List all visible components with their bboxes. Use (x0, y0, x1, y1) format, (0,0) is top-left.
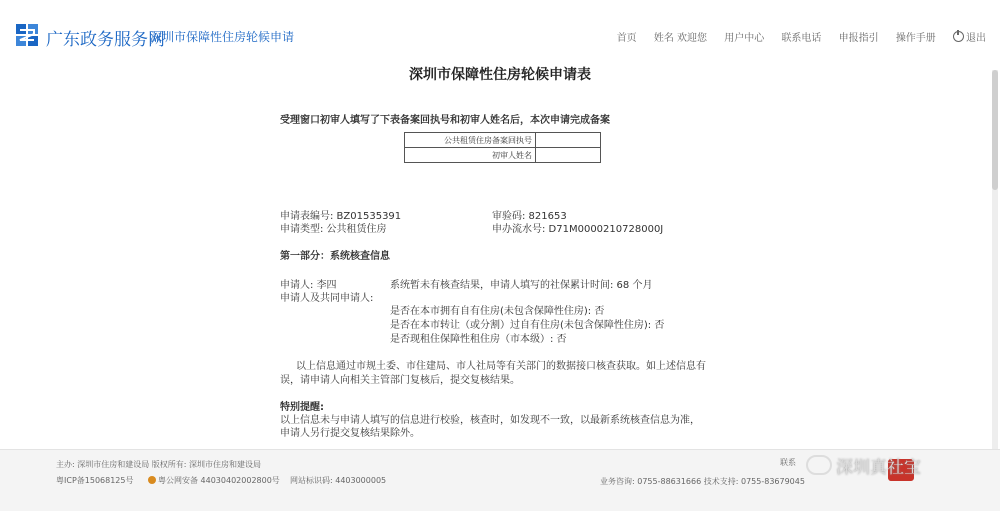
table-row (405, 148, 601, 163)
serial-number: 申办流水号: D71M0000210728000J (492, 224, 664, 235)
info-paragraph-line2: 误，请申请人向相关主管部门复核后，提交复核结果。 (280, 375, 520, 386)
receipt-no-value (536, 133, 601, 148)
filing-notice: 受理窗口初审人填写了下表备案回执号和初审人姓名后，本次申请完成备案 (280, 115, 610, 126)
special-reminder-line2: 申请人另行提交复核结果除外。 (280, 428, 420, 439)
co-applicants-label: 申请人及共同申请人: (280, 293, 374, 304)
verify-code: 审验码: 821653 (492, 211, 567, 222)
form-number: 申请表编号: BZ01535391 (280, 211, 402, 222)
wechat-icon (806, 455, 832, 475)
check-item: 是否在本市转让（或分割）过自有住房(未包含保障性住房): 否 (390, 320, 665, 331)
receipt-no-label: 公共租赁住房备案回执号 (405, 133, 536, 148)
nav-contact[interactable]: 联系电话 (781, 33, 822, 44)
special-reminder-title: 特别提醒: (280, 402, 324, 413)
form-type: 申请类型: 公共租赁住房 (280, 224, 387, 235)
police-text: 粤公网安备 44030402002800号 (158, 476, 280, 485)
nav-manual[interactable]: 操作手册 (895, 33, 936, 44)
brand-title[interactable]: 广东政务服务网 (46, 30, 165, 50)
info-paragraph-line1: 以上信息通过市规土委、市住建局、市人社局等有关部门的数据接口核查获取。如上述信息有 (296, 361, 706, 372)
scrollbar-thumb[interactable] (992, 70, 998, 190)
wechat-watermark (806, 453, 921, 478)
footer-police[interactable] (148, 475, 280, 486)
system-check-note: 系统暂未有核查结果，申请人填写的社保累计时间: 68 个月 (390, 280, 653, 291)
power-icon (953, 31, 964, 42)
top-header (0, 0, 1000, 70)
footer-hotline: 业务咨询: 0755-88631666 技术支持: 0755-83679045 (600, 477, 805, 486)
nav-user-center[interactable]: 用户中心 (724, 33, 765, 44)
reviewer-name-label: 初审人姓名 (405, 148, 536, 163)
applicant-name: 申请人: 李四 (280, 280, 337, 291)
check-item: 是否现租住保障性租住房（市本级）: 否 (390, 334, 567, 345)
guangdong-logo-icon (14, 22, 40, 48)
footer-site-code: 网站标识码: 4403000005 (290, 476, 387, 485)
footer-contact: 联系 (780, 458, 796, 467)
table-row (405, 133, 601, 148)
logout-label: 退出 (966, 33, 986, 44)
nav-welcome: 姓名 欢迎您 (653, 33, 708, 44)
nav-home[interactable]: 首页 (616, 33, 637, 44)
section-system-check: 第一部分：系统核查信息 (280, 251, 390, 262)
site-subtitle: 深圳市保障性住房轮候申请 (150, 30, 295, 44)
form-title: 深圳市保障性住房轮候申请表 (409, 67, 591, 83)
police-badge-icon (148, 476, 156, 484)
top-nav (603, 29, 986, 44)
special-reminder-line1: 以上信息未与申请人填写的信息进行校验，核查时，如发现不一致，以最新系统核查信息为准， (280, 415, 700, 426)
logout-button[interactable] (953, 33, 986, 44)
filing-table (404, 132, 601, 163)
reviewer-name-value (536, 148, 601, 163)
nav-guide[interactable]: 申报指引 (838, 33, 879, 44)
footer-icp[interactable]: 粤ICP备15068125号 (56, 476, 134, 485)
check-item: 是否在本市拥有自有住房(未包含保障性住房): 否 (390, 306, 605, 317)
footer-sponsor: 主办: 深圳市住房和建设局 版权所有: 深圳市住房和建设局 (56, 460, 262, 469)
watermark-text: 深圳真社宝 (836, 458, 921, 478)
